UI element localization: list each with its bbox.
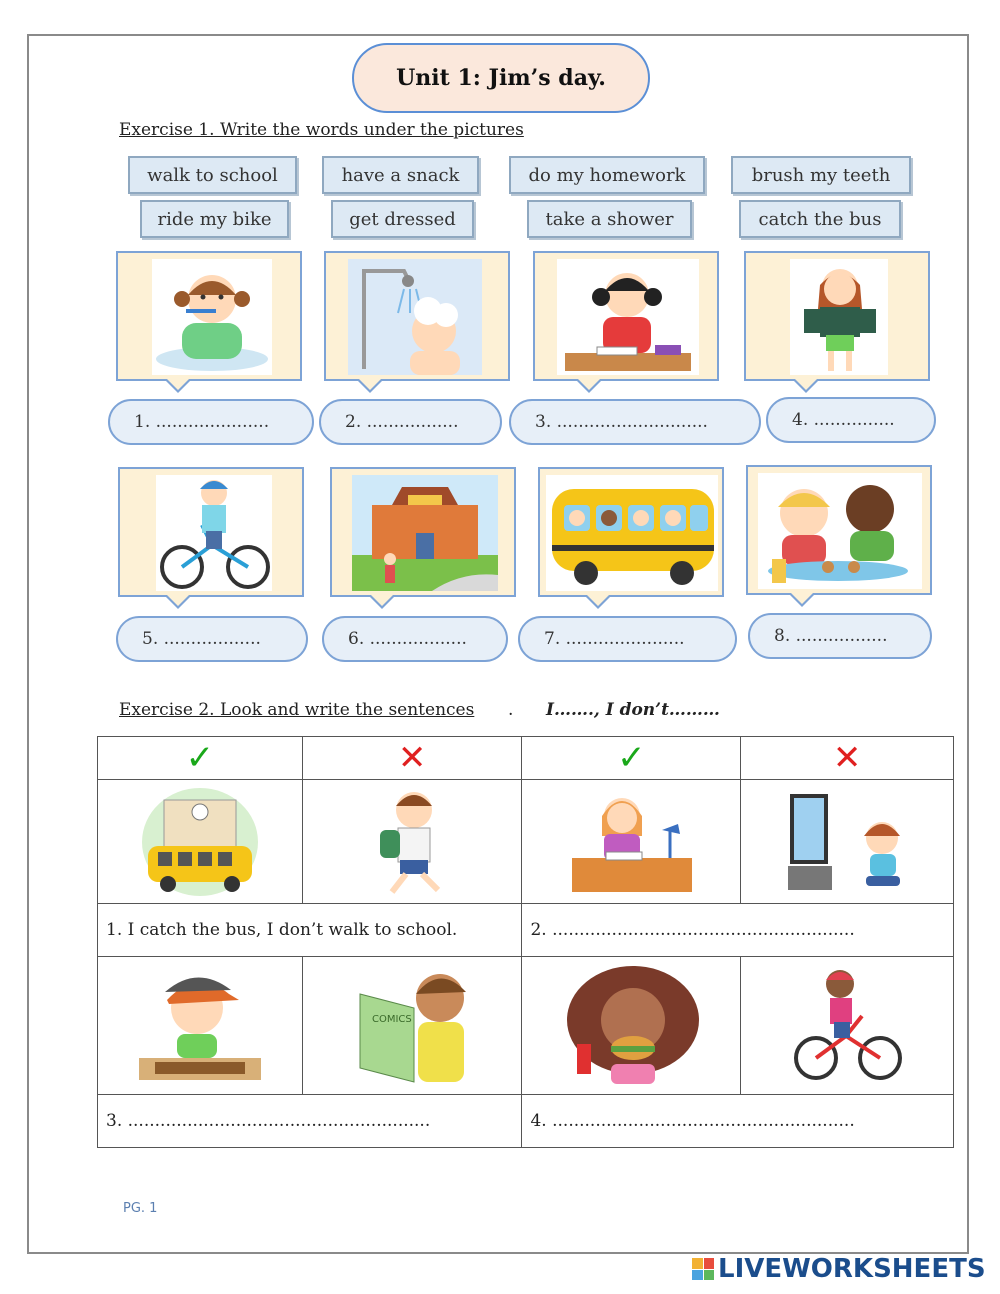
answer-field[interactable]: 7. ...................... <box>518 616 737 662</box>
children-having-snack-image <box>758 473 922 589</box>
check-icon: ✓ <box>185 738 215 778</box>
children-on-school-bus-image <box>546 475 718 591</box>
school-bus-at-school-image <box>98 780 303 904</box>
cross-icon: ✕ <box>832 738 862 778</box>
answer-field[interactable]: 8. ................. <box>748 613 932 659</box>
picture-frame <box>116 251 302 381</box>
answer-field[interactable]: 4. ............... <box>766 397 936 443</box>
exercise2-table <box>97 736 954 1148</box>
word-box: ride my bike <box>140 200 289 238</box>
picture-frame <box>744 251 930 381</box>
girl-eating-burger-image <box>522 957 741 1095</box>
sentence-answer[interactable]: 4. ........................................................ <box>522 1095 954 1148</box>
exercise2-heading <box>119 700 474 720</box>
exercise2-heading-period: . <box>508 700 514 720</box>
girl-doing-homework-at-desk-image <box>522 780 741 904</box>
word-box: walk to school <box>128 156 297 194</box>
page-number: PG. 1 <box>123 1201 158 1216</box>
word-box: get dressed <box>331 200 474 238</box>
girl-doing-homework-image <box>557 259 699 375</box>
girl-getting-dressed-image <box>790 259 888 375</box>
page-title: Unit 1: Jim’s day. <box>352 43 650 113</box>
boy-walking-to-school-image <box>302 780 522 904</box>
answer-field[interactable]: 3. ............................ <box>509 399 761 445</box>
boy-riding-bike-image <box>156 475 272 591</box>
girl-watching-tv-image <box>741 780 954 904</box>
picture-frame <box>746 465 932 595</box>
picture-frame <box>330 467 516 597</box>
answer-field[interactable]: 6. .................. <box>322 616 508 662</box>
check-icon: ✓ <box>617 738 646 778</box>
picture-frame <box>118 467 304 597</box>
liveworksheets-logo <box>692 1254 986 1284</box>
answer-field[interactable]: 1. ..................... <box>108 399 314 445</box>
svg-text:COMICS: COMICS <box>372 1013 412 1025</box>
brand-name: LIVEWORKSHEETS <box>718 1254 986 1284</box>
exercise2-hint: I……., I don’t……… <box>546 700 720 720</box>
man-reading-comics-image <box>302 957 522 1095</box>
sentence-answer[interactable]: 2. ........................................................ <box>522 904 954 957</box>
sentence-example: 1. I catch the bus, I don’t walk to school. <box>98 904 522 957</box>
word-box: do my homework <box>509 156 705 194</box>
child-walking-to-school-image <box>352 475 498 591</box>
girl-riding-bike-image <box>741 957 954 1095</box>
picture-frame <box>533 251 719 381</box>
word-box: take a shower <box>527 200 692 238</box>
word-box: have a snack <box>322 156 479 194</box>
word-box: catch the bus <box>739 200 901 238</box>
boy-playing-chess-image <box>98 957 303 1095</box>
word-box: brush my teeth <box>731 156 911 194</box>
cross-icon: ✕ <box>397 738 427 778</box>
liveworksheets-logo-icon <box>692 1258 714 1280</box>
exercise2-heading-text: Exercise 2. Look and write the sentences <box>119 700 475 720</box>
answer-field[interactable]: 2. ................. <box>319 399 502 445</box>
answer-field[interactable]: 5. .................. <box>116 616 308 662</box>
picture-frame <box>538 467 724 597</box>
exercise1-heading: Exercise 1. Write the words under the pictures <box>119 120 524 140</box>
girl-brushing-teeth-image <box>152 259 272 375</box>
child-taking-shower-image <box>348 259 482 375</box>
sentence-answer[interactable]: 3. ........................................................ <box>98 1095 522 1148</box>
picture-frame <box>324 251 510 381</box>
